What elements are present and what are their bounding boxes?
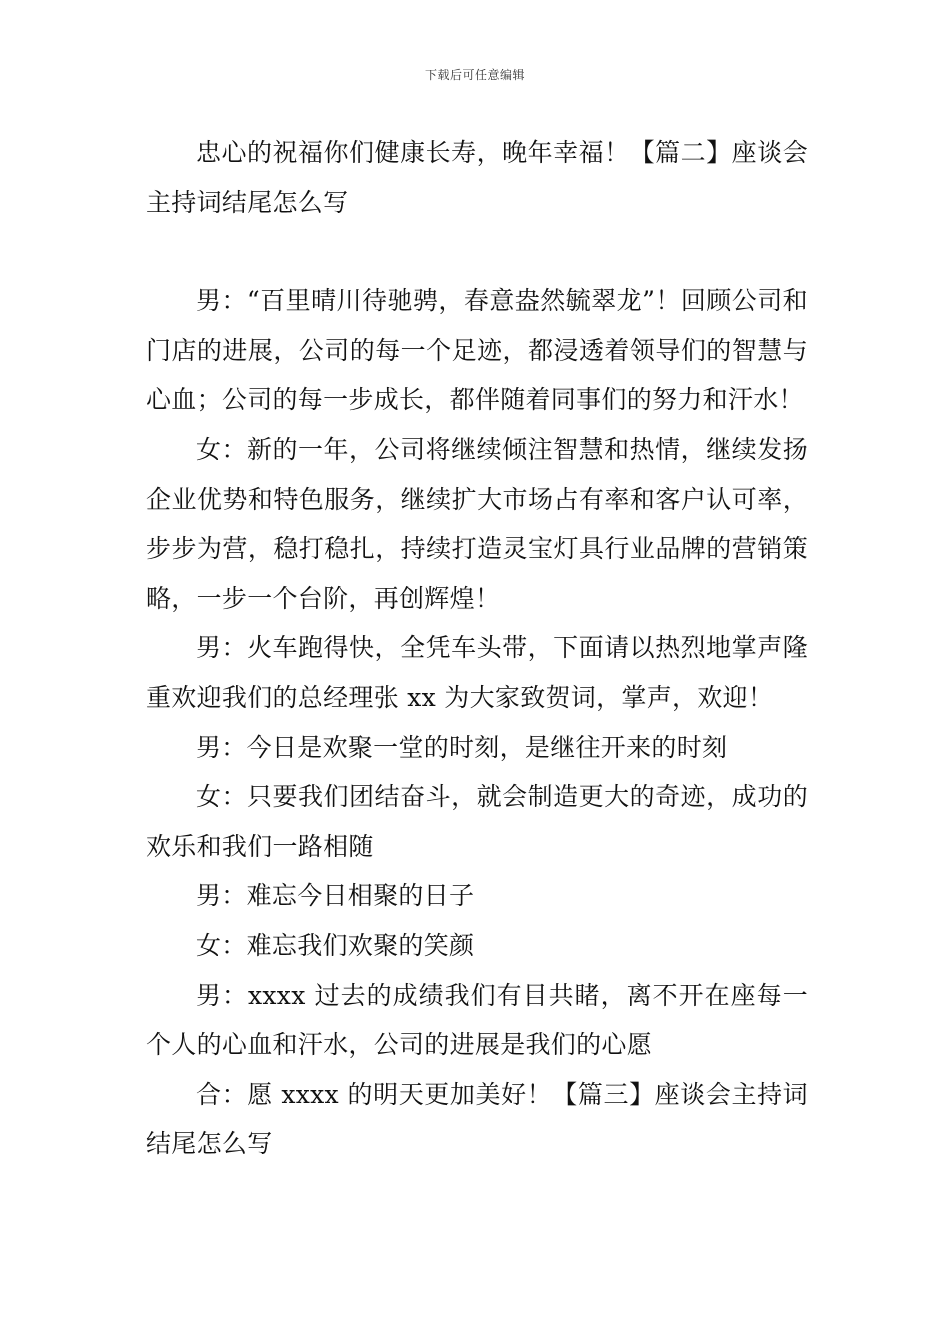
paragraph-male-memory: 男：难忘今日相聚的日子: [196, 881, 475, 911]
paragraph-male-review: 男：“百里晴川待驰骋，春意盎然毓翠龙”！回顾公司和门店的进展，公司的每一个足迹，都浸透着领导们的智慧与心血；公司的每一步成长，都伴随着同事们的努力和汗水！: [146, 286, 808, 415]
paragraph-together-closing: 合：愿 xxxx 的明天更加美好！【篇三】座谈会主持词结尾怎么写: [146, 1079, 808, 1159]
paragraph-female-smile: 女：难忘我们欢聚的笑颜: [196, 930, 475, 960]
paragraph-male-moment: 男：今日是欢聚一堂的时刻，是继往开来的时刻: [196, 732, 728, 762]
paragraph-male-achievements: 男：xxxx 过去的成绩我们有目共睹，离不开在座每一个人的心血和汗水，公司的进展是我们的心愿: [146, 980, 808, 1060]
document-body: [146, 128, 808, 1169]
paragraph-female-unity: 女：只要我们团结奋斗，就会制造更大的奇迹，成功的欢乐和我们一路相随: [146, 782, 808, 861]
paragraph-male-welcome: 男：火车跑得快，全凭车头带，下面请以热烈地掌声隆重欢迎我们的总经理张 xx 为大家致贺词，掌声，欢迎！: [146, 633, 808, 712]
paragraph-female-new-year: 女：新的一年，公司将继续倾注智慧和热情，继续发扬企业优势和特色服务，继续扩大市场占有率和客户认可率，步步为营，稳打稳扎，持续打造灵宝灯具行业品牌的营销策略，一步一个台阶，再创辉煌！: [146, 434, 808, 613]
header-note: 下载后可任意编辑: [424, 68, 525, 82]
paragraph-closing-wishes: 忠心的祝福你们健康长寿，晚年幸福！【篇二】座谈会主持词结尾怎么写: [146, 138, 808, 217]
